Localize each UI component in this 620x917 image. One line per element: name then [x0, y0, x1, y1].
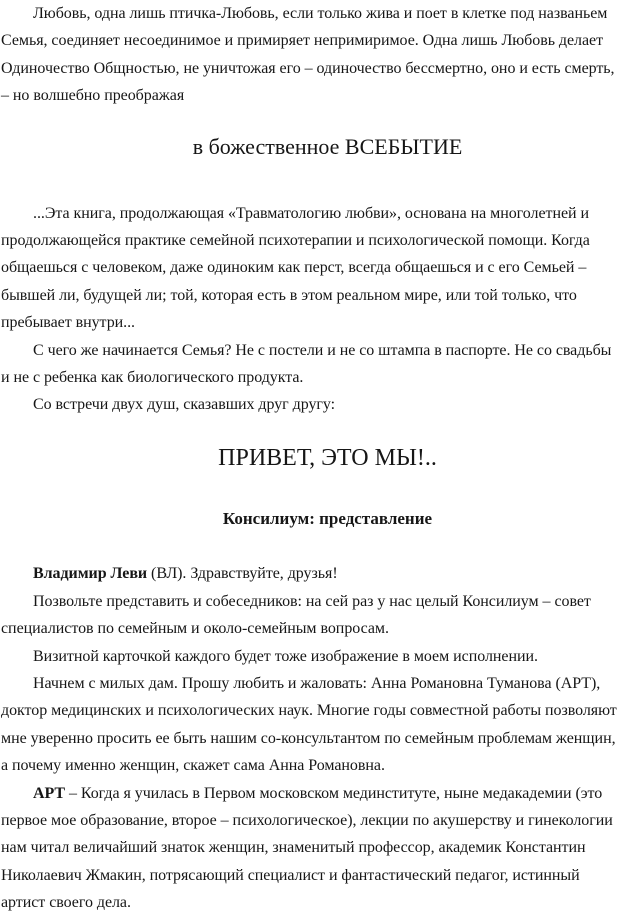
speaker-name-art: АРТ: [33, 784, 66, 802]
paragraph-tumanova-intro: Начнем с милых дам. Прошу любить и жаловать: Анна Романовна Туманова (АРТ), доктор медицинских и психологических наук. Многие годы совместной работы позволяют мне уверенно просить ее быть нашим со-консультантом по семейным проблемам женщин, а почему именно женщин, скажет сама Анна Романовна.: [1, 674, 617, 775]
paragraph-family-begins: С чего же начинается Семья? Не с постели и не со штампа в паспорте. Не со свадьбы и не с ребенка как биологического продукта.: [1, 341, 612, 387]
chapter-heading: ПРИВЕТ, ЭТО МЫ!..: [218, 444, 437, 471]
paragraph-art-speech-text: – Когда я училась в Первом московском мединституте, ныне медакадемии (это первое мое образование, второе – психологическое), лекции по акушерству и гинекологии нам читал величайший знаток женщин, знаменитый профессор, академик Константин Николаевич Жмакин, потрясающий специалист и фантастический педагог, истинный артист своего дела.: [1, 784, 613, 912]
paragraph-book-description: ...Эта книга, продолжающая «Травматологию любви», основана на многолетней и продолжающейся практике семейной психотерапии и психологической помощи. Когда общаешься с человеком, даже одиноким как перст, всегда общаешься и с его Семьей – бывшей ли, будущей ли; той, которая есть в этом реальном мире, или той только, что пребывает внутри...: [1, 204, 590, 332]
speaker-name-levi: Владимир Леви: [33, 565, 148, 583]
paragraph-introduce-consilium: Позвольте представить и собеседников: на сей раз у нас целый Консилиум – совет специалистов по семейным и около-семейным вопросам.: [1, 592, 591, 638]
main-heading: в божественное ВСЕБЫТИЕ: [192, 133, 463, 159]
paragraph-levi-greeting-text: (ВЛ). Здравствуйте, друзья!: [147, 565, 338, 583]
paragraph-levi-greeting: [1, 560, 620, 587]
paragraph-two-souls: Со встречи двух душ, сказавших друг другу:: [33, 396, 336, 414]
paragraph-love-intro: Любовь, одна лишь птичка-Любовь, если только жива и поет в клетке под названьем Семья, соединяет несоединимое и примиряет непримиримое. Одна лишь Любовь делает Одиночество Общностью, не уничтожая его – одиночество бессмертно, оно и есть смерть, – но волшебно преображая: [1, 5, 615, 105]
paragraph-art-speech: [1, 780, 620, 917]
section-heading: Консилиум: представление: [222, 508, 433, 528]
paragraph-business-card: Визитной карточкой каждого будет тоже изображение в моем исполнении.: [33, 647, 538, 665]
